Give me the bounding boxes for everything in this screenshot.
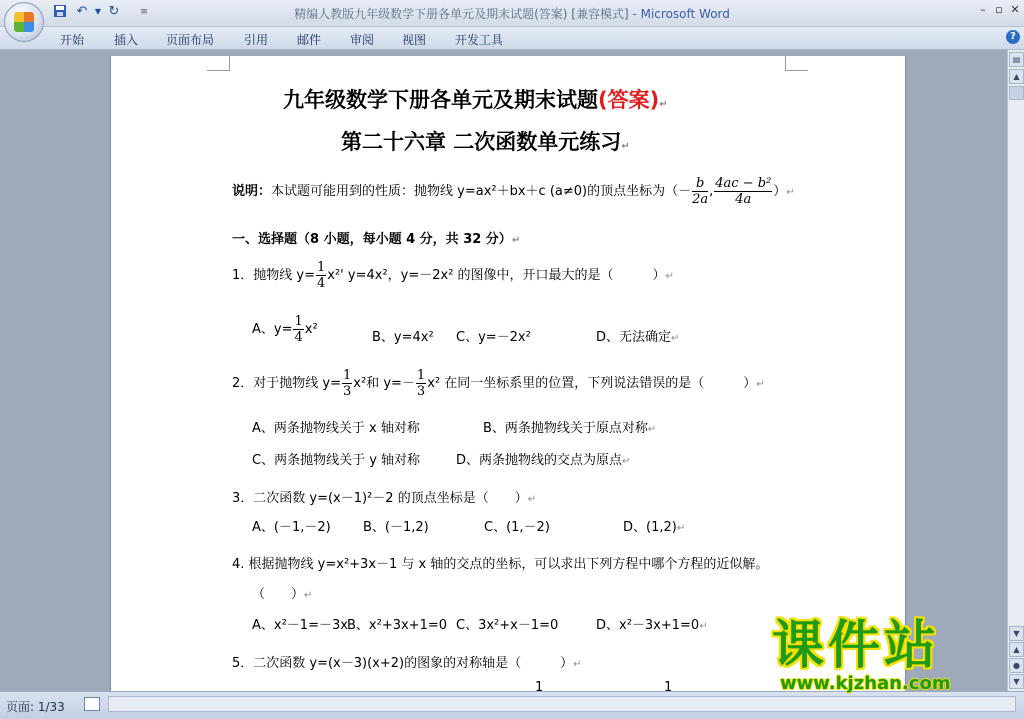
fraction-numerator: 1 (343, 368, 352, 383)
paren-text: （ ） (252, 587, 305, 602)
title-bar (0, 0, 1024, 27)
doc-subtitle: 第二十六章 二次函数单元练习 (341, 130, 622, 154)
q2-option-b: B、两条抛物线关于原点对称↵ (483, 421, 657, 436)
fraction-denominator: 4a (735, 192, 752, 207)
ruler-toggle-icon[interactable]: ▤ (1009, 52, 1024, 67)
option-label: A、y= (252, 322, 293, 337)
q1-text: 1．抛物线 y= (232, 268, 315, 283)
document-area[interactable] (0, 50, 1007, 691)
q2-text-rest: x² 在同一坐标系里的位置，下列说法错误的是（ ） (427, 376, 757, 391)
ribbon-tabs (0, 27, 1024, 50)
doc-title-answer: (答案) (598, 88, 660, 112)
q3-option-a: A、(－1,－2) (252, 520, 331, 535)
q4-paren: （ ）↵ (252, 587, 313, 602)
q6-peek-fraction-1: 1 (535, 680, 544, 691)
section-heading: 一、选择题（8 小题，每小题 4 分，共 32 分）↵ (232, 232, 521, 247)
question-5: 5．二次函数 y=(x－3)(x+2)的图象的对称轴是（ ）↵ (232, 656, 582, 671)
crop-mark (785, 56, 808, 71)
q1-fraction (316, 260, 326, 291)
question-1: 1．抛物线 y= $\frac{1}{4}$ x²' y=4x²，y=－2x² 的图像中，开口最大的是（ ）↵ (232, 260, 674, 291)
q1-option-c: C、y=－2x² (456, 330, 531, 345)
vertical-scrollbar[interactable] (1007, 50, 1024, 691)
watermark-text: 课件站 (772, 616, 941, 676)
status-bar (0, 691, 1024, 719)
minimize-icon[interactable]: – (980, 3, 986, 16)
chapter-title: 第二十六章 二次函数单元练习↵ (341, 130, 630, 154)
fraction-denominator: 2a (692, 192, 709, 207)
q2-option-a: A、两条抛物线关于 x 轴对称 (252, 421, 420, 436)
option-tail: x² (304, 322, 318, 337)
fraction-numerator: 4ac − b² (715, 176, 772, 191)
note-line: 说明：本试题可能用到的性质：抛物线 y=ax²＋bx＋c (a≠0)的顶点坐标为（－ $\frac{b}{2a}$ , $\frac{\text{4ac − b²}}{4a}$ ）↵ (232, 176, 795, 207)
document-page[interactable] (110, 56, 906, 691)
option-text: D、(1,2) (623, 520, 677, 535)
fraction-denominator: 3 (343, 384, 352, 399)
fraction-numerator: 1 (294, 314, 303, 329)
option-text: D、无法确定 (596, 330, 672, 345)
fraction-numerator: 1 (317, 260, 326, 275)
watermark-logo (772, 617, 1012, 692)
office-button[interactable] (4, 2, 44, 42)
note-close: ） (773, 184, 787, 199)
note-label: 说明： (232, 184, 272, 199)
page-count[interactable]: 页面: 1/33 (6, 700, 65, 714)
vertex-x-fraction (692, 176, 708, 207)
help-icon[interactable]: ? (1006, 30, 1020, 44)
scroll-thumb[interactable] (1009, 86, 1024, 100)
question-4: 4. 根据抛物线 y=x²+3x－1 与 x 轴的交点的坐标，可以求出下列方程中哪个方程的近似解。 (232, 557, 769, 572)
note-text: 本试题可能用到的性质：抛物线 y=ax²＋bx＋c (a≠0)的顶点坐标为（－ (271, 184, 692, 199)
dropdown-icon[interactable]: ▼ (94, 7, 102, 16)
vertex-y-fraction (714, 176, 772, 207)
undo-icon[interactable]: ↶ (76, 4, 88, 19)
q3-option-b: B、(－1,2) (363, 520, 429, 535)
fraction-denominator: 3 (416, 384, 426, 399)
app-name: Microsoft Word (640, 7, 730, 21)
next-page-icon[interactable]: ▼ (1009, 674, 1024, 689)
page-layout-view-icon[interactable] (84, 697, 100, 711)
q1-a-fraction (293, 314, 303, 345)
q2-option-d: D、两条抛物线的交点为原点↵ (456, 453, 631, 468)
redo-icon[interactable]: ↻ (108, 4, 120, 19)
tab-review[interactable]: 审阅 (350, 33, 375, 47)
horizontal-scrollbar[interactable] (108, 696, 1016, 712)
crop-mark (207, 56, 230, 71)
office-logo-icon (14, 12, 34, 32)
q4-option-a: A、x²－1=－3x (252, 618, 348, 633)
q5-text: 5．二次函数 y=(x－3)(x+2)的图象的对称轴是（ ） (232, 656, 574, 671)
q3-text: 3．二次函数 y=(x－1)²－2 的顶点坐标是（ ） (232, 491, 528, 506)
fraction-denominator: 4 (294, 330, 303, 345)
tab-home[interactable]: 开始 (60, 33, 85, 47)
fraction-numerator: b (692, 176, 708, 192)
tab-insert[interactable]: 插入 (114, 33, 139, 47)
q3-option-d: D、(1,2)↵ (623, 520, 686, 535)
tab-developer[interactable]: 开发工具 (455, 33, 504, 47)
select-browse-object-icon[interactable]: ● (1009, 658, 1024, 673)
q4-option-c: C、3x²+x－1=0 (456, 618, 559, 633)
fraction-numerator: 1 (416, 368, 426, 383)
window-title (0, 5, 1024, 22)
q2-option-c: C、两条抛物线关于 y 轴对称 (252, 453, 421, 468)
tab-references[interactable]: 引用 (244, 33, 269, 47)
close-icon[interactable]: ✕ (1010, 3, 1020, 16)
option-text: D、x²－3x+1=0 (596, 618, 700, 633)
q3-option-c: C、(1,－2) (484, 520, 550, 535)
q6-peek-fraction-2: 1 (664, 680, 673, 691)
tab-mailings[interactable]: 邮件 (297, 33, 322, 47)
doc-title-main: 九年级数学下册各单元及期末试题 (283, 88, 598, 112)
watermark-url: www.kjzhan.com (780, 673, 951, 694)
restore-icon[interactable]: ▫ (995, 3, 1003, 16)
q4-option-d: D、x²－3x+1=0↵ (596, 618, 708, 633)
option-text: D、两条抛物线的交点为原点 (456, 453, 623, 468)
scroll-down-icon[interactable]: ▼ (1009, 626, 1024, 641)
customize-icon[interactable]: ≡ (140, 7, 148, 17)
question-2: 2．对于抛物线 y= $\frac{1}{3}$ x²和 y=－ $\frac{1}{3}$ x² 在同一坐标系里的位置，下列说法错误的是（ ）↵ (232, 368, 765, 399)
q1-option-d: D、无法确定↵ (596, 330, 680, 345)
section-title: 一、选择题（8 小题，每小题 4 分，共 32 分） (232, 232, 512, 247)
document-title-line: 九年级数学下册各单元及期末试题(答案)↵ (283, 88, 668, 112)
q2-text: 2．对于抛物线 y= (232, 376, 341, 391)
tab-page-layout[interactable]: 页面布局 (166, 33, 215, 47)
document-title: 精编人教版九年级数学下册各单元及期末试题(答案) [兼容模式] - (294, 7, 641, 21)
q2-fraction-2 (416, 368, 426, 399)
q2-fraction-1 (342, 368, 352, 399)
previous-page-icon[interactable]: ▲ (1009, 642, 1024, 657)
tab-view[interactable]: 视图 (402, 33, 427, 47)
fraction-denominator: 4 (317, 276, 326, 291)
question-3: 3．二次函数 y=(x－1)²－2 的顶点坐标是（ ）↵ (232, 491, 537, 506)
scroll-up-icon[interactable]: ▲ (1009, 69, 1024, 84)
q1-text-rest: x²' y=4x²，y=－2x² 的图像中，开口最大的是（ ） (327, 268, 666, 283)
option-text: B、两条抛物线关于原点对称 (483, 421, 648, 436)
q2-text-mid: x²和 y=－ (353, 376, 415, 391)
q4-option-b: B、x²+3x+1=0 (347, 618, 448, 633)
q1-option-b: B、y=4x² (372, 330, 434, 345)
q1-option-a (252, 314, 318, 345)
